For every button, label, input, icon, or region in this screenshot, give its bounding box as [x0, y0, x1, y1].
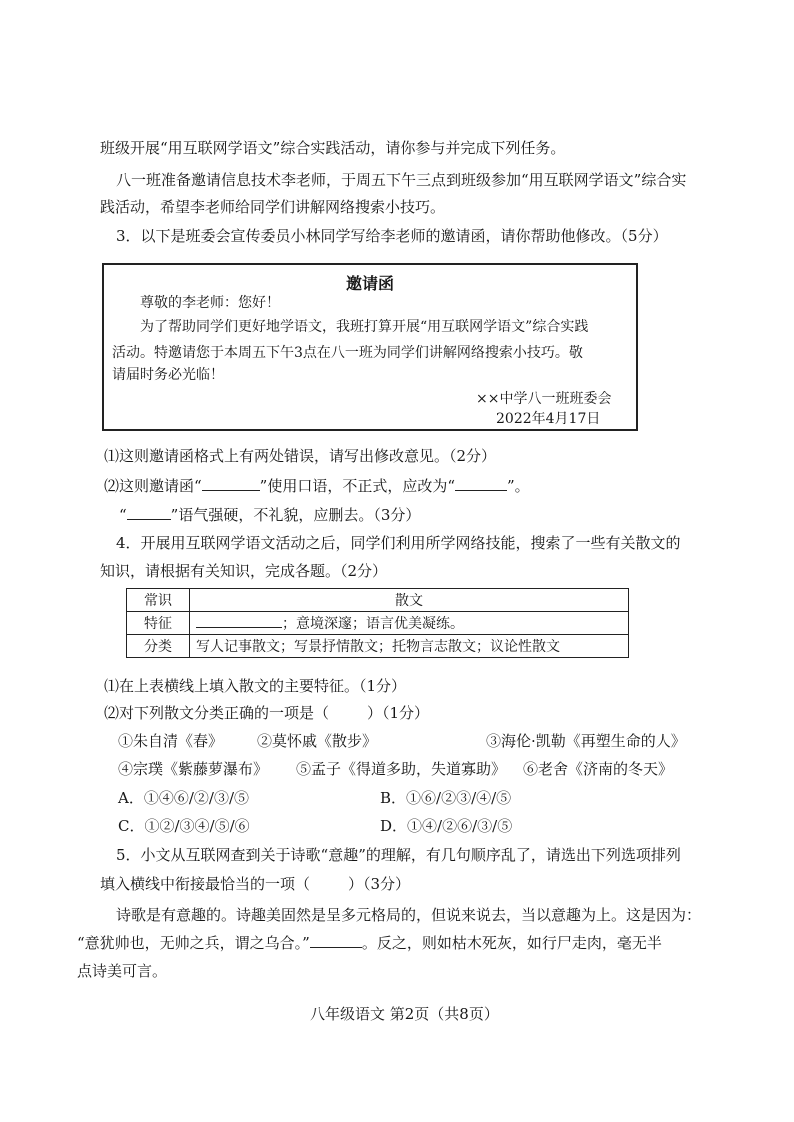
q4-option-d[interactable]: D．①④/②⑥/③/⑤ [380, 817, 513, 835]
intro-line-1: 班级开展“用互联网学语文”综合实践活动，请你参与并完成下列任务。 [100, 139, 566, 157]
answer-blank-delete[interactable] [127, 505, 171, 520]
table-row [127, 589, 629, 612]
answer-blank-colloquial[interactable] [202, 476, 260, 491]
q3-stem: 3．以下是班委会宣传委员小林同学写给李老师的邀请函，请你帮助他修改。（5分） [116, 227, 668, 245]
invitation-letter [102, 263, 638, 431]
q4-item-1: ①朱自清《春》 [118, 732, 224, 750]
q5-paragraph-3: 点诗美可言。 [77, 962, 168, 980]
q4-option-a[interactable]: A．①④⑥/②/③/⑤ [118, 789, 249, 807]
q4-item-4: ④宗璞《紫藤萝瀑布》 [118, 760, 269, 778]
q4-stem-1: 4．开展用互联网学语文活动之后，同学们利用所学网络技能，搜索了一些有关散文的 [116, 534, 681, 552]
letter-body-2: 活动。特邀请您于本周五下午3点在八一班为同学们讲解网络搜索小技巧。敬 [112, 345, 583, 361]
q3-sub2-cont: “ ”语气强硬，不礼貌，应删去。（3分） [119, 506, 421, 524]
q4-item-5: ⑤孟子《得道多助，失道寡助》 [296, 760, 507, 778]
table-row [127, 612, 629, 635]
letter-salutation: 尊敬的李老师：您好！ [140, 295, 280, 311]
intro-line-3: 践活动，希望李老师给同学们讲解网络搜索小技巧。 [100, 198, 446, 216]
letter-title: 邀请函 [345, 274, 394, 293]
answer-blank-order[interactable] [310, 933, 362, 948]
intro-line-2: 八一班准备邀请信息技术李老师，于周五下午三点到班级参加“用互联网学语文”综合实 [116, 171, 687, 189]
table-header-value: 散文 [190, 589, 629, 612]
table-feature-label: 特征 [127, 612, 190, 635]
q5-paragraph-1: 诗歌是有意趣的。诗趣美固然是呈多元格局的，但说来说去，当以意趣为上。这是因为： [116, 906, 702, 924]
table-row [127, 635, 629, 658]
answer-blank-feature[interactable] [196, 613, 282, 628]
table-category-value: 写人记事散文；写景抒情散文；托物言志散文；议论性散文 [190, 635, 629, 658]
q4-option-b[interactable]: B．①⑥/②③/④/⑤ [380, 789, 512, 807]
q5-stem-2: 填入横线中衔接最恰当的一项（ ）（3分） [100, 875, 411, 893]
table-feature-value: ；意境深邃；语言优美凝练。 [190, 612, 629, 635]
answer-blank-formal[interactable] [455, 476, 507, 491]
q4-item-6: ⑥老舍《济南的冬天》 [523, 760, 674, 778]
letter-body-1: 为了帮助同学们更好地学语文，我班打算开展“用互联网学语文”综合实践 [140, 319, 589, 335]
table-header-label: 常识 [127, 589, 190, 612]
q4-sub1: ⑴在上表横线上填入散文的主要特征。（1分） [104, 677, 407, 695]
table-category-label: 分类 [127, 635, 190, 658]
letter-date: 2022年4月17日 [496, 411, 601, 427]
letter-body-3: 请届时务必光临！ [112, 367, 224, 383]
prose-knowledge-table [126, 588, 629, 658]
q4-option-c[interactable]: C．①②/③④/⑤/⑥ [118, 817, 250, 835]
q4-item-2: ②莫怀戚《散步》 [257, 732, 378, 750]
q3-sub2: ⑵这则邀请函“ ”使用口语，不正式，应改为“ ”。 [104, 477, 530, 495]
q4-sub2: ⑵对下列散文分类正确的一项是（ ）（1分） [104, 704, 430, 722]
q4-item-3: ③海伦·凯勒《再塑生命的人》 [486, 732, 686, 750]
page-footer: 八年级语文 第2页（共8页） [310, 1005, 499, 1023]
letter-signature: ××中学八一班班委会 [476, 391, 612, 407]
q3-sub1: ⑴这则邀请函格式上有两处错误，请写出修改意见。（2分） [104, 447, 497, 465]
q4-stem-2: 知识，请根据有关知识，完成各题。（2分） [100, 562, 388, 580]
q5-stem-1: 5．小文从互联网查到关于诗歌“意趣”的理解，有几句顺序乱了，请选出下列选项排列 [116, 846, 681, 864]
q5-paragraph-2: “意犹帅也，无帅之兵，谓之乌合。” 。反之，则如枯木死灰，如行尸走肉，毫无半 [77, 934, 662, 952]
